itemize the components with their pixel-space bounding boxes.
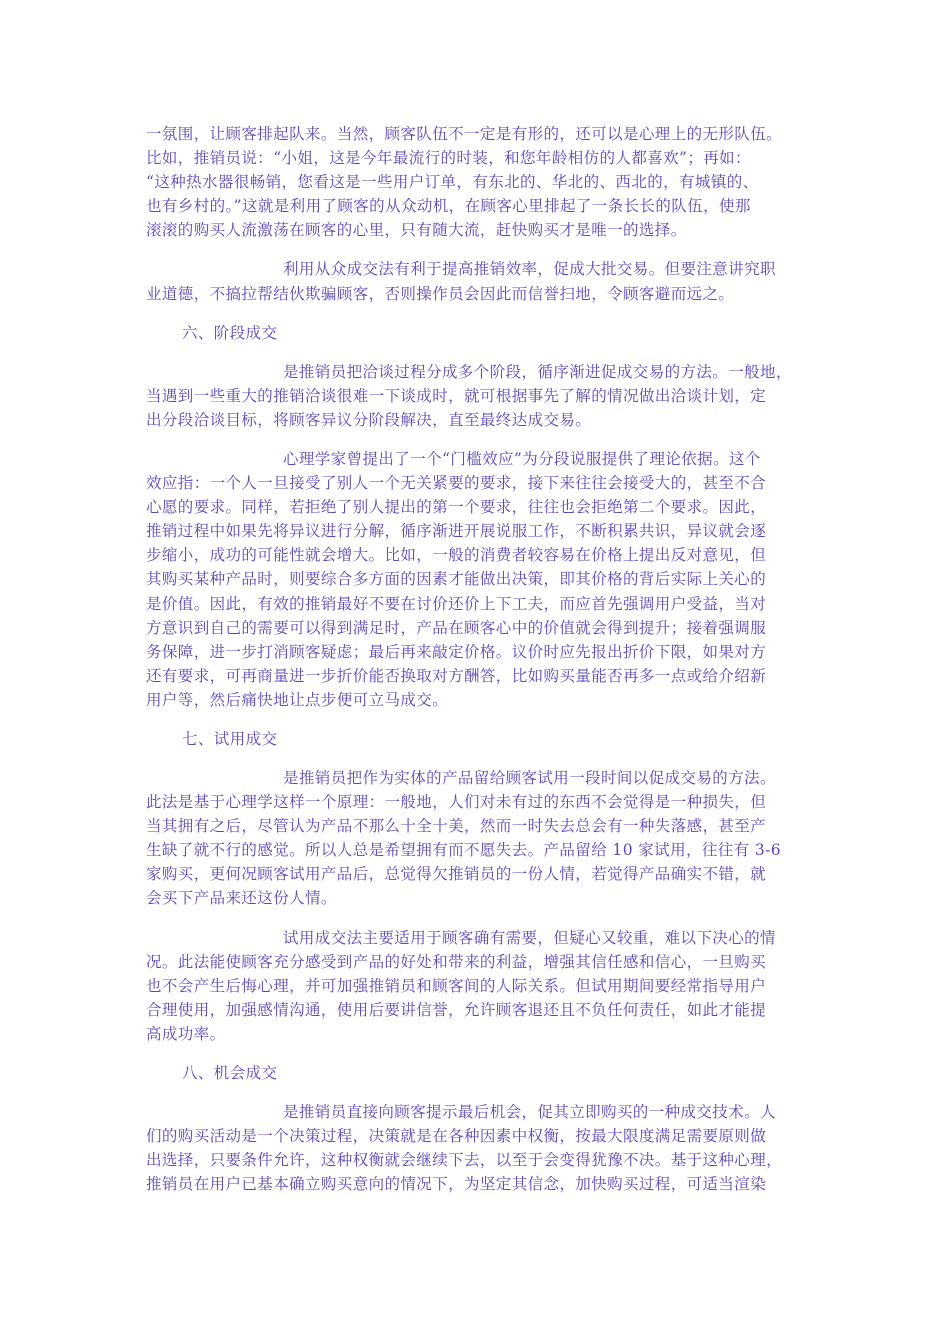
text-line: [146, 616, 810, 640]
line-text: 业道德，不搞拉帮结伙欺骗顾客，否则操作员会因此而信誉扫地，令顾客避而远之。: [146, 284, 735, 303]
paragraph: [146, 122, 810, 242]
text-line: [146, 886, 810, 910]
line-text: 高成功率。: [146, 1024, 226, 1043]
line-text: “这种热水器很畅销，您看这是一些用户订单，有东北的、华北的、西北的，有城镇的、: [146, 173, 759, 192]
text-line: [146, 926, 810, 950]
text-line: [146, 790, 810, 814]
paragraph-gap: [146, 306, 810, 321]
paragraph: [146, 766, 810, 911]
text-line: [146, 384, 810, 408]
text-line: [146, 1124, 810, 1148]
paragraph: [146, 926, 810, 1046]
line-text: 比如，推销员说：“小姐，这是今年最流行的时装，和您年龄相仿的人都喜欢”；再如：: [146, 149, 751, 168]
paragraph: [146, 360, 810, 432]
text-line: [146, 447, 810, 471]
paragraph-gap: [146, 345, 810, 360]
text-line: [146, 122, 810, 146]
text-line: [146, 688, 810, 712]
text-line: [146, 592, 810, 616]
line-text: 出分段洽谈目标，将顾客异议分阶段解决，直至最终达成交易。: [146, 410, 592, 429]
line-text: 还有要求，可再商量进一步折价能否换取对方酬答，比如购买量能否再多一点或给介绍新: [146, 666, 767, 685]
text-line: [146, 408, 810, 432]
line-text: 效应指：一个人一旦接受了别人一个无关紧要的要求，接下来往往会接受大的，甚至不合: [146, 474, 767, 493]
paragraph-gap: [146, 1085, 810, 1100]
text-line: [146, 862, 810, 886]
section-heading: 六、阶段成交: [182, 323, 278, 342]
text-line: [146, 194, 810, 218]
section-heading: 七、试用成交: [182, 729, 278, 748]
line-text: 是推销员把作为实体的产品留给顾客试用一段时间以促成交易的方法。: [283, 768, 776, 787]
text-line: [146, 360, 810, 384]
line-text: 推销员在用户已基本确立购买意向的情况下，为坚定其信念，加快购买过程，可适当渲染: [146, 1175, 767, 1194]
text-line: [146, 170, 810, 194]
line-text: 滚滚的购买人流激荡在顾客的心里，只有随大流，赶快购买才是唯一的选择。: [146, 221, 687, 240]
paragraph-gap: [146, 242, 810, 257]
line-text: 心理学家曾提出了一个“门槛效应”为分段说服提供了理论依据。这个: [283, 449, 761, 468]
text-line: [146, 640, 810, 664]
paragraph-gap: [146, 751, 810, 766]
line-text: 一氛围，让顾客排起队来。当然，顾客队伍不一定是有形的，还可以是心理上的无形队伍。: [146, 125, 783, 143]
line-text: 心愿的要求。同样，若拒绝了别人提出的第一个要求，往往也会拒绝第二个要求。因此，: [146, 498, 767, 517]
paragraph: [146, 1100, 810, 1196]
text-line: [146, 838, 810, 862]
text-line: [146, 950, 810, 974]
line-text: 生缺了就不行的感觉。所以人总是希望拥有而不愿失去。产品留给 10 家试用，往往有 3-6: [146, 841, 782, 860]
line-text: 合理使用，加强感情沟通，使用后要讲信誉，允许顾客退还且不负任何责任，如此才能提: [146, 1000, 767, 1019]
line-text: 利用从众成交法有利于提高推销效率，促成大批交易。但要注意讲究职: [283, 260, 776, 279]
line-text: 是价值。因此，有效的推销最好不要在讨价还价上下工夫，而应首先强调用户受益，当对: [146, 594, 767, 613]
text-line: [146, 519, 810, 543]
line-text: 推销过程中如果先将异议进行分解，循序渐进开展说服工作，不断积累共识，异议就会逐: [146, 522, 767, 541]
line-text: 方意识到自己的需要可以得到满足时，产品在顾客心中的价值就会得到提升；接着强调服: [146, 618, 767, 637]
paragraph-gap: [146, 911, 810, 926]
text-line: [146, 543, 810, 567]
text-line: [146, 1100, 810, 1124]
text-line: [146, 282, 810, 306]
paragraph: [146, 257, 810, 305]
line-text: 也不会产生后悔心理，并可加强推销员和顾客间的人际关系。但试用期间要经常指导用户: [146, 976, 767, 995]
text-line: [146, 974, 810, 998]
line-text: 务保障，进一步打消顾客疑虑；最后再来敲定价格。议价时应先报出折价下限，如果对方: [146, 642, 767, 661]
line-text: 会买下产品来还这份人情。: [146, 889, 337, 908]
paragraph-gap: [146, 432, 810, 447]
text-line: [146, 1172, 810, 1196]
line-text: 用户等，然后痛快地让点步便可立马成交。: [146, 690, 449, 709]
paragraph-gap: [146, 712, 810, 727]
line-text: 是推销员把洽谈过程分成多个阶段，循序渐进促成交易的方法。一般地，: [283, 362, 792, 381]
text-line: [146, 257, 810, 281]
line-text: 家购买，更何况顾客试用产品后，总觉得欠推销员的一份人情，若觉得产品确实不错，就: [146, 865, 767, 884]
line-text: 们的购买活动是一个决策过程，决策就是在各种因素中权衡，按最大限度满足需要原则做: [146, 1127, 767, 1146]
section-heading: 八、机会成交: [182, 1064, 278, 1082]
text-line: [146, 664, 810, 688]
text-line: [146, 814, 810, 838]
text-line: [146, 1148, 810, 1172]
line-text: 此法是基于心理学这样一个原理：一般地，人们对未有过的东西不会觉得是一种损失，但: [146, 793, 767, 812]
text-line: [146, 495, 810, 519]
line-text: 出选择，只要条件允许，这种权衡就会继续下去，以至于会变得犹豫不决。基于这种心理，: [146, 1151, 783, 1170]
text-line: [146, 471, 810, 495]
text-line: [146, 567, 810, 591]
line-text: 也有乡村的。”这就是利用了顾客的从众动机，在顾客心里排起了一条长长的队伍，使那: [146, 197, 751, 216]
text-line: [146, 766, 810, 790]
text-line: [146, 1022, 810, 1046]
line-text: 其购买某种产品时，则要综合多方面的因素才能做出决策，即其价格的背后实际上关心的: [146, 570, 767, 589]
line-text: 当遇到一些重大的推销洽谈很难一下谈成时，就可根据事先了解的情况做出洽谈计划，定: [146, 386, 767, 405]
line-text: 试用成交法主要适用于顾客确有需要，但疑心又较重，难以下决心的情: [283, 928, 776, 947]
line-text: 况。此法能使顾客充分感受到产品的好处和带来的利益，增强其信任感和信心，一旦购买: [146, 952, 767, 971]
paragraph-gap: [146, 1046, 810, 1061]
paragraph: [146, 447, 810, 712]
line-text: 是推销员直接向顾客提示最后机会，促其立即购买的一种成交技术。人: [283, 1103, 776, 1121]
line-text: 当其拥有之后，尽管认为产品不那么十全十美，然而一时失去总会有一种失落感，甚至产: [146, 817, 767, 836]
line-text: 步缩小，成功的可能性就会增大。比如，一般的消费者较容易在价格上提出反对意见，但: [146, 546, 767, 565]
text-line: [146, 146, 810, 170]
text-line: [146, 998, 810, 1022]
text-line: [146, 218, 810, 242]
document-body: [146, 122, 810, 1196]
